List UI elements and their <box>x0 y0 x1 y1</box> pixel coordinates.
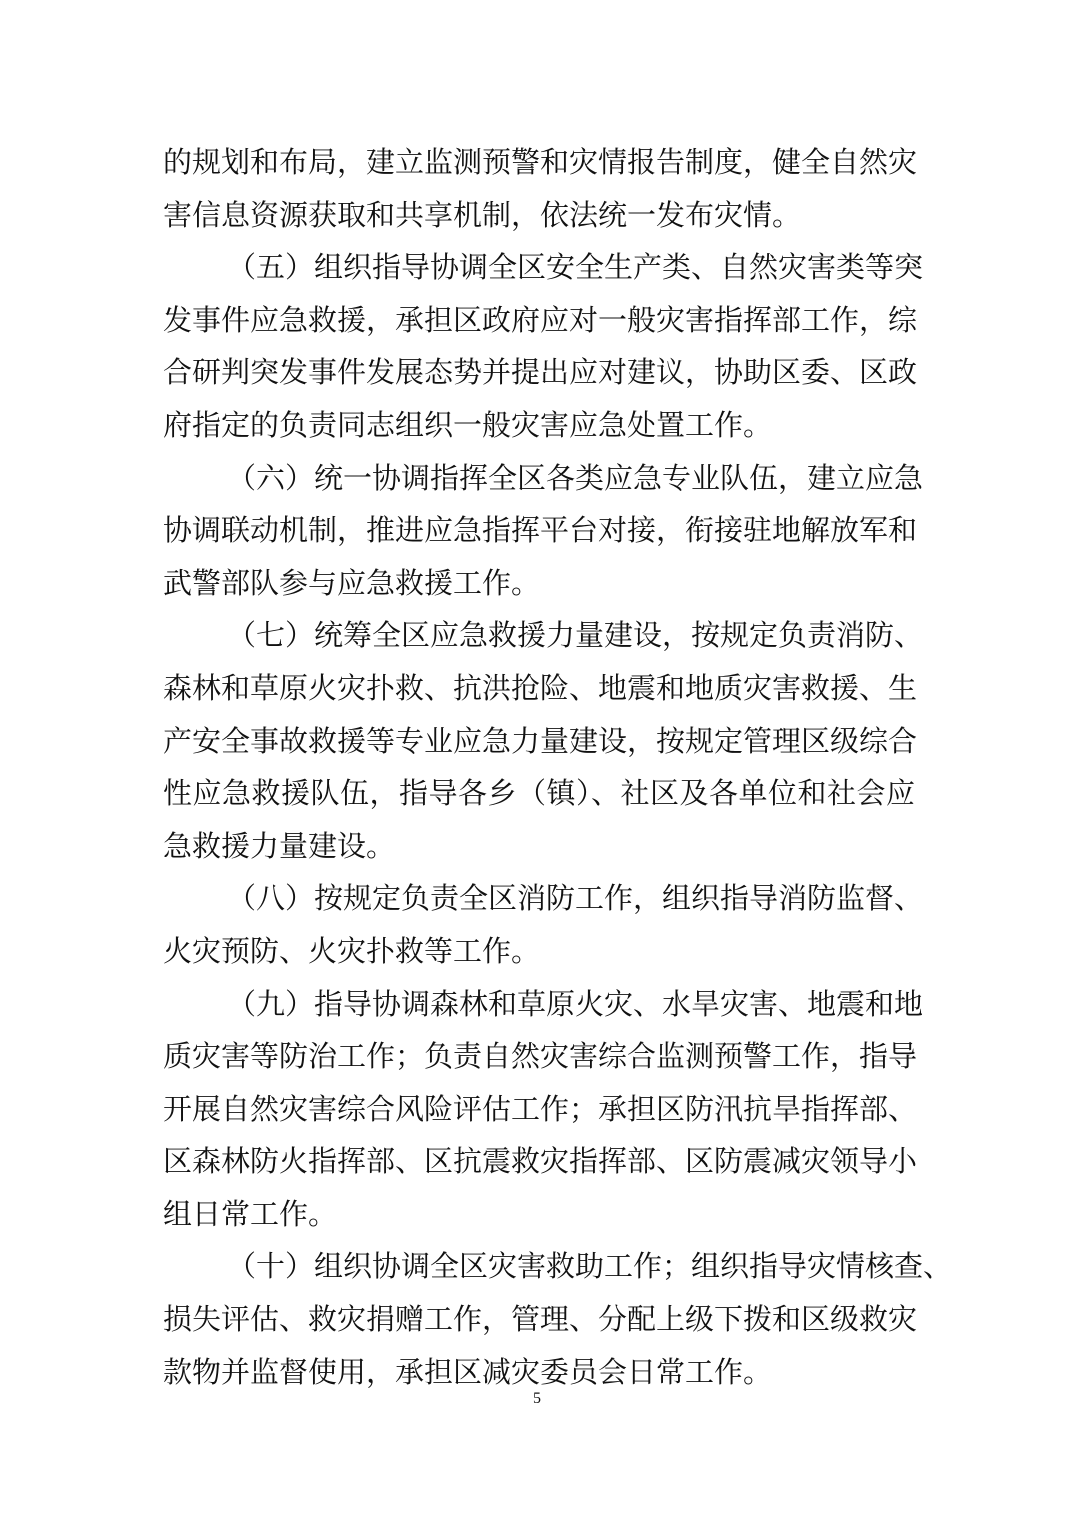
text-line: （五）组织指导协调全区安全生产类、自然灾害类等突 <box>227 250 924 285</box>
text-line: 款物并监督使用，承担区减灾委员会日常工作。 <box>163 1354 773 1389</box>
text-line: （七）统筹全区应急救援力量建设，按规定负责消防、 <box>227 618 924 653</box>
paragraph <box>163 452 924 610</box>
text-line: 开展自然灾害综合风险评估工作；承担区防汛抗旱指挥部、 <box>163 1091 918 1126</box>
text-line: 急救援力量建设。 <box>163 828 396 863</box>
body-text <box>163 136 953 1398</box>
text-line: 协调联动机制，推进应急指挥平台对接，衔接驻地解放军和 <box>163 513 918 548</box>
text-line: 质灾害等防治工作；负责自然灾害综合监测预警工作，指导 <box>163 1039 918 1074</box>
page-number: 5 <box>533 1390 541 1407</box>
text-line: 损失评估、救灾捐赠工作，管理、分配上级下拨和区级救灾 <box>163 1302 918 1337</box>
text-line: 府指定的负责同志组织一般灾害应急处置工作。 <box>163 407 773 442</box>
paragraph <box>163 978 924 1241</box>
text-line: 的规划和布局，建立监测预警和灾情报告制度，健全自然灾 <box>163 145 918 179</box>
paragraph <box>163 1240 953 1398</box>
text-line: 产安全事故救援等专业应急力量建设，按规定管理区级综合 <box>163 723 918 758</box>
paragraph <box>163 872 924 977</box>
text-line: 害信息资源获取和共享机制，依法统一发布灾情。 <box>163 197 802 232</box>
paragraph <box>163 241 924 451</box>
text-line: （十）组织协调全区灾害救助工作；组织指导灾情核查、 <box>227 1249 953 1284</box>
text-line: 合研判突发事件发展态势并提出应对建议，协助区委、区政 <box>163 355 918 390</box>
text-line: （六）统一协调指挥全区各类应急专业队伍，建立应急 <box>227 460 924 495</box>
text-line: 森林和草原火灾扑救、抗洪抢险、地震和地质灾害救援、生 <box>163 670 918 705</box>
paragraph <box>163 136 918 241</box>
text-line: 火灾预防、火灾扑救等工作。 <box>163 933 541 968</box>
text-line: （九）指导协调森林和草原火灾、水旱灾害、地震和地 <box>227 986 924 1021</box>
text-line: 组日常工作。 <box>163 1196 338 1231</box>
text-line: 性应急救援队伍，指导各乡（镇）、社区及各单位和社会应 <box>163 776 915 811</box>
text-line: 区森林防火指挥部、区抗震救灾指挥部、区防震减灾领导小 <box>163 1144 918 1179</box>
text-line: （八）按规定负责全区消防工作，组织指导消防监督、 <box>227 881 924 916</box>
paragraph <box>163 609 924 872</box>
text-line: 发事件应急救援，承担区政府应对一般灾害指挥部工作，综 <box>163 302 918 337</box>
text-line: 武警部队参与应急救援工作。 <box>163 565 541 600</box>
